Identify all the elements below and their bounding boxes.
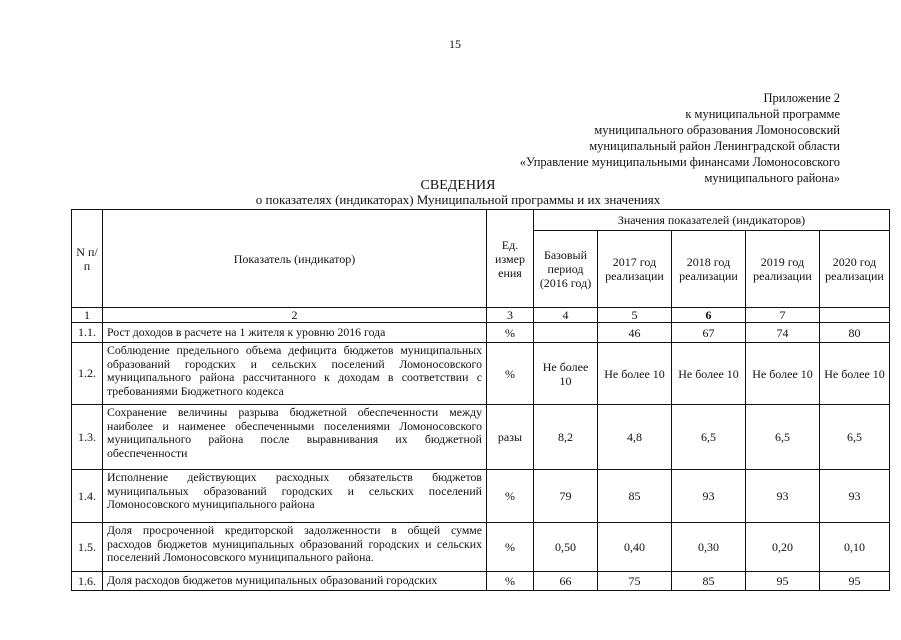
row-indicator: Исполнение действующих расходных обязательств бюджетов муниципальных образований городских и сельских поселений Ломоносовского муниципального района [103,470,487,523]
row-index: 1.5. [72,523,103,572]
row-2020: 95 [820,572,890,591]
row-2019: 93 [746,470,820,523]
column-number: 4 [534,308,598,323]
appendix-line: «Управление муниципальными финансами Ломоносовского [519,155,840,169]
header-num: N п/п [72,210,103,308]
row-unit: разы [487,405,534,470]
row-2019: 74 [746,323,820,343]
table-row [72,523,890,572]
appendix-line: Приложение 2 [763,91,840,105]
row-2019: 6,5 [746,405,820,470]
row-2019: Не более 10 [746,343,820,405]
row-base: Не более 10 [534,343,598,405]
row-indicator: Сохранение величины разрыва бюджетной обеспеченности между наиболее и наименее обеспеченными поселениями Ломоносовского муниципального района после выравнивания их бюджетной обеспеченности [103,405,487,470]
column-number: 5 [598,308,672,323]
header-2018: 2018 год реализации [672,231,746,308]
row-2017: 0,40 [598,523,672,572]
row-indicator: Доля просроченной кредиторской задолженности в общей сумме расходов бюджетов муниципальных образований городских и сельских поселений Ломоносовского муниципального района. [103,523,487,572]
row-base: 0,50 [534,523,598,572]
row-index: 1.1. [72,323,103,343]
column-number: 6 [672,308,746,323]
column-number: 2 [103,308,487,323]
column-number: 7 [746,308,820,323]
row-2018: 0,30 [672,523,746,572]
header-2017: 2017 год реализации [598,231,672,308]
table-row [72,572,890,591]
row-base [534,323,598,343]
header-2019: 2019 год реализации [746,231,820,308]
indicators-table [71,209,890,591]
row-index: 1.6. [72,572,103,591]
appendix-header [520,90,840,186]
column-number [820,308,890,323]
row-unit: % [487,470,534,523]
row-unit: % [487,523,534,572]
header-indicator: Показатель (индикатор) [103,210,487,308]
row-2020: Не более 10 [820,343,890,405]
row-2019: 95 [746,572,820,591]
row-2017: Не более 10 [598,343,672,405]
column-number-row [72,308,890,323]
row-2020: 93 [820,470,890,523]
row-base: 8,2 [534,405,598,470]
row-2017: 75 [598,572,672,591]
table-row [72,323,890,343]
document-title: СВЕДЕНИЯ [420,178,496,193]
column-number: 3 [487,308,534,323]
table-row [72,470,890,523]
row-indicator: Рост доходов в расчете на 1 жителя к уровню 2016 года [103,323,487,343]
row-2017: 85 [598,470,672,523]
row-2018: 67 [672,323,746,343]
appendix-line: к муниципальной программе [685,107,840,121]
row-index: 1.2. [72,343,103,405]
page-number: 15 [449,37,461,51]
row-indicator: Доля расходов бюджетов муниципальных образований городских [103,572,487,591]
appendix-line: муниципального района» [704,171,840,185]
appendix-line: муниципальный район Ленинградской области [589,139,840,153]
row-unit: % [487,572,534,591]
document-subtitle: о показателях (индикаторах) Муниципальной программы и их значениях [255,192,661,207]
row-unit: % [487,343,534,405]
header-base: Базовый период (2016 год) [534,231,598,308]
table-row [72,405,890,470]
row-2018: Не более 10 [672,343,746,405]
table-row [72,343,890,405]
row-2017: 4,8 [598,405,672,470]
header-values-group: Значения показателей (индикаторов) [534,210,890,231]
row-2019: 0,20 [746,523,820,572]
row-2018: 85 [672,572,746,591]
row-2017: 46 [598,323,672,343]
row-2020: 6,5 [820,405,890,470]
column-number: 1 [72,308,103,323]
row-2020: 0,10 [820,523,890,572]
header-2020: 2020 год реализации [820,231,890,308]
row-index: 1.3. [72,405,103,470]
row-base: 66 [534,572,598,591]
row-unit: % [487,323,534,343]
row-2018: 6,5 [672,405,746,470]
row-base: 79 [534,470,598,523]
row-2020: 80 [820,323,890,343]
header-unit: Ед. измер ения [487,210,534,308]
row-indicator: Соблюдение предельного объема дефицита бюджетов муниципальных образований городских и сельских поселений Ломоносовского муниципального района рассчитанного к доходам в соответствии с требованиями Бюджетного кодекса [103,343,487,405]
appendix-line: муниципального образования Ломоносовский [594,123,840,137]
row-index: 1.4. [72,470,103,523]
row-2018: 93 [672,470,746,523]
